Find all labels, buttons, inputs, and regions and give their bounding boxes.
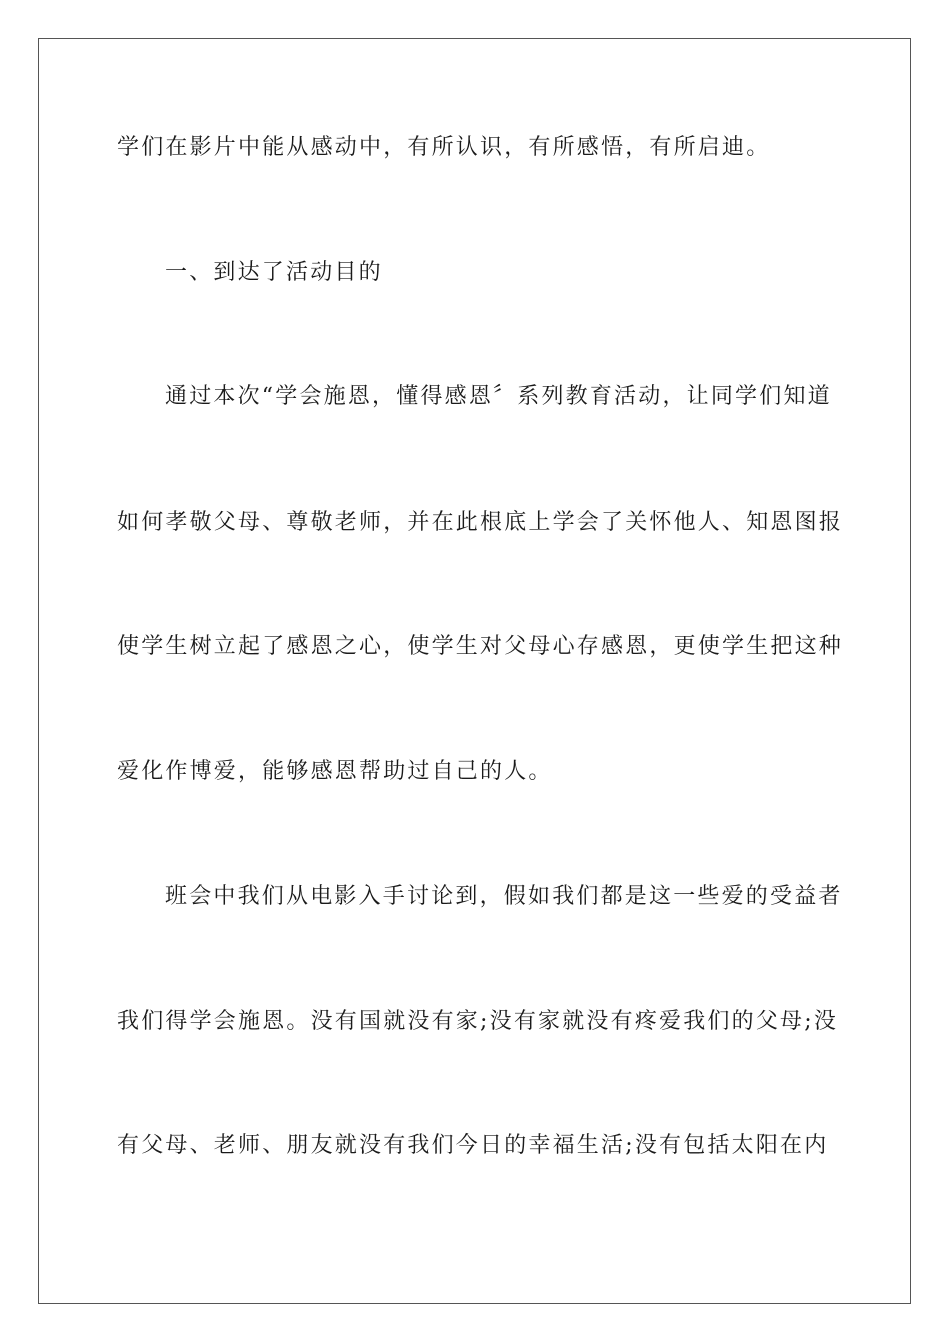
text-line-5: 使学生树立起了感恩之心，使学生对父母心存感恩，更使学生把这种	[117, 634, 844, 659]
text-line-3: 通过本次“学会施恩，懂得感恩〞系列教育活动，让同学们知道	[165, 384, 832, 409]
text-line-9: 有父母、老师、朋友就没有我们今日的幸福生活;没有包括太阳在内	[117, 1133, 829, 1158]
text-line-7: 班会中我们从电影入手讨论到，假如我们都是这一些爱的受益者	[165, 884, 843, 909]
text-line-8: 我们得学会施恩。没有国就没有家;没有家就没有疼爱我们的父母;没	[117, 1009, 839, 1034]
text-line-6: 爱化作博爱，能够感恩帮助过自己的人。	[117, 759, 553, 784]
text-line-1: 学们在影片中能从感动中，有所认识，有所感悟，有所启迪。	[117, 135, 771, 160]
text-line-4: 如何孝敬父母、尊敬老师，并在此根底上学会了关怀他人、知恩图报	[117, 510, 844, 535]
section-heading: 一、到达了活动目的	[165, 260, 383, 285]
page-border	[38, 38, 911, 1304]
